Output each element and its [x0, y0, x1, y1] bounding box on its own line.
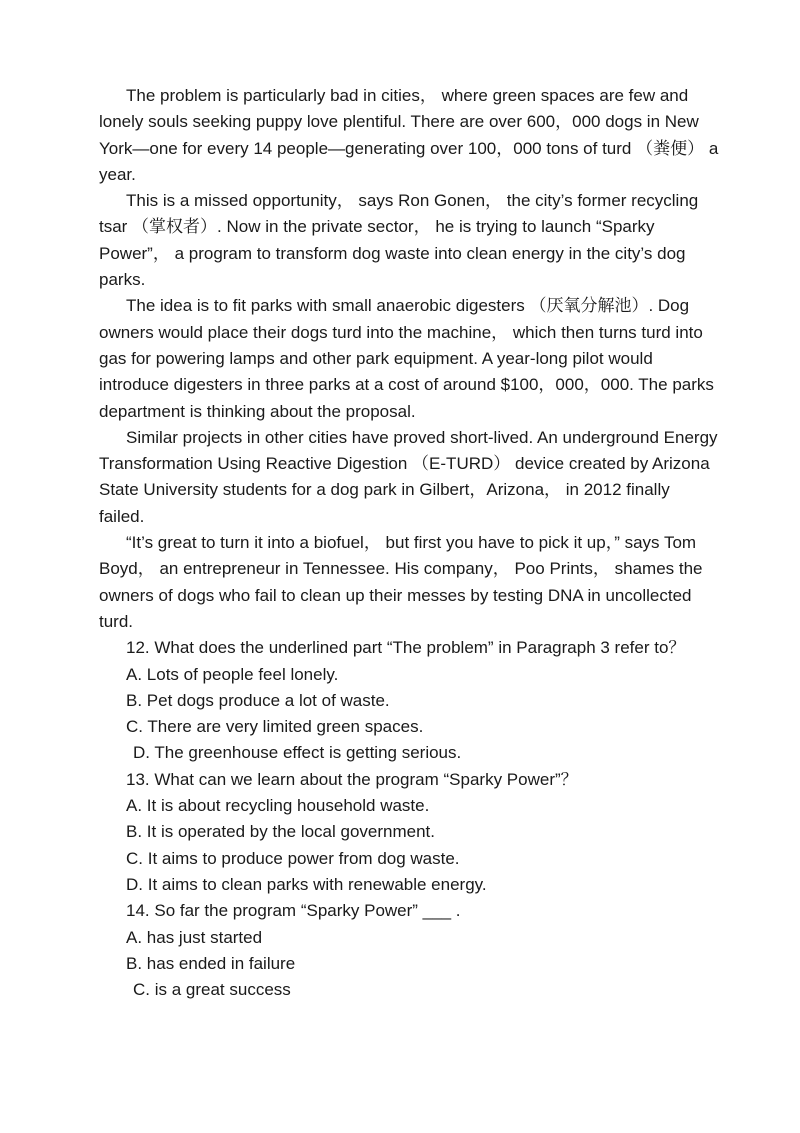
question-14-stem: 14. So far the program “Sparky Power” ___ .	[126, 901, 461, 921]
paragraph-4: Similar projects in other cities have proved short-lived. An underground Energy Transformation Using Reactive Digestion （E-TURD） device created by Arizona State University students for a dog park in Gilbert，Arizona， in 2012 finally failed.	[99, 427, 718, 526]
question-14-option-b: B. has ended in failure	[126, 953, 296, 973]
question-12-option-b: B. Pet dogs produce a lot of waste.	[126, 690, 390, 710]
question-13-stem: 13. What can we learn about the program “Sparky Power”？	[126, 769, 578, 789]
question-14-option-c: C. is a great success	[133, 980, 291, 1000]
question-14-option-a: A. has just started	[126, 927, 263, 947]
question-12-option-a: A. Lots of people feel lonely.	[126, 664, 339, 684]
question-12-option-c: C. There are very limited green spaces.	[126, 717, 424, 737]
question-13-option-a: A. It is about recycling household waste.	[126, 796, 430, 816]
paragraph-3: The idea is to fit parks with small anaerobic digesters （厌氧分解池）. Dog owners would place their dogs turd into the machine， which then turns turd into gas for powering lamps and other park equipment. A year-long pilot would introduce digesters in three parks at a cost of around $100，000，000. The parks department is thinking about the proposal.	[99, 296, 714, 421]
question-13-option-c: C. It aims to produce power from dog waste.	[126, 848, 460, 868]
question-12-option-d: D. The greenhouse effect is getting serious.	[133, 743, 462, 763]
paragraph-1: The problem is particularly bad in cities， where green spaces are few and lonely souls seeking puppy love plentiful. There are over 600，000 dogs in New York—one for every 14 people—generating over 100，000 tons of turd （粪便） a year.	[99, 86, 719, 184]
paragraph-2: This is a missed opportunity， says Ron Gonen， the city’s former recycling tsar （掌权者）. Now in the private sector， he is trying to launch “Sparky Power”， a program to transform dog waste into clean energy in the city’s dog parks.	[99, 191, 699, 290]
question-13-option-b: B. It is operated by the local government.	[126, 822, 436, 842]
document-page	[99, 83, 719, 1003]
paragraph-5: “It’s great to turn it into a biofuel， but first you have to pick it up，” says Tom Boyd， an entrepreneur in Tennessee. His company， Poo Prints， shames the owners of dogs who fail to clean up their messes by testing DNA in uncollected turd.	[99, 533, 703, 631]
question-12-stem: 12. What does the underlined part “The problem” in Paragraph 3 refer to？	[126, 638, 686, 658]
question-13-option-d: D. It aims to clean parks with renewable energy.	[126, 874, 487, 894]
